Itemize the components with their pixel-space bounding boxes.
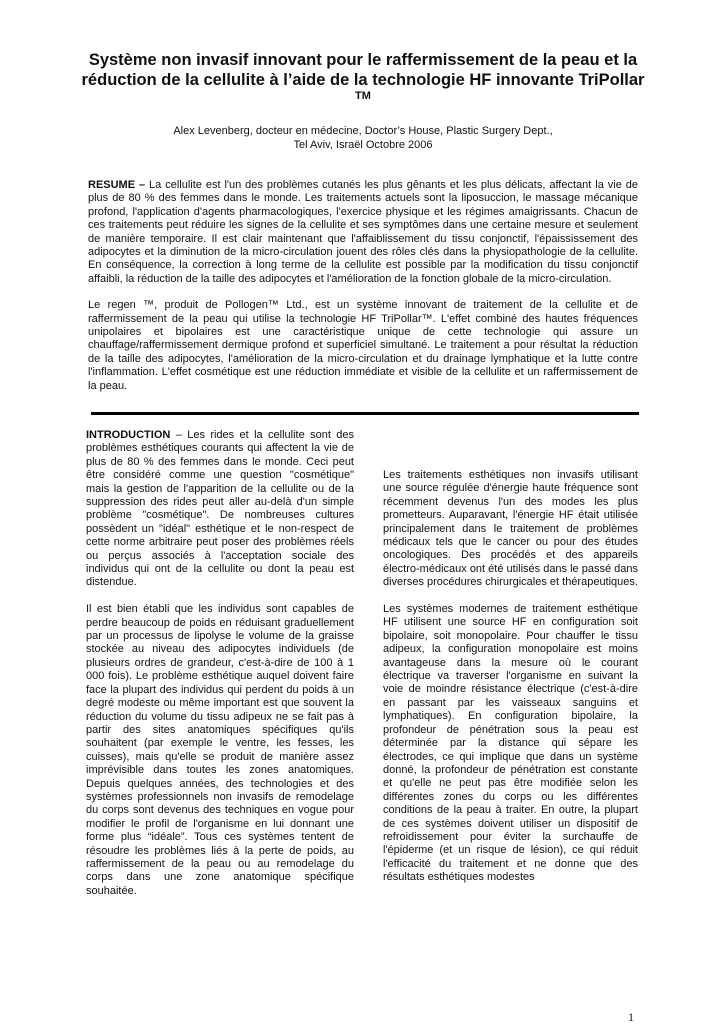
abstract-paragraph-1 [88,179,638,286]
right-column [383,469,638,898]
author-line-2: Tel Aviv, Israël Octobre 2006 [293,139,433,151]
trademark-superscript: TM [355,90,371,102]
introduction-label: INTRODUCTION [86,429,171,441]
abstract-paragraph-2: Le regen ™, produit de Pollogen™ Ltd., est un système innovant de traitement de la cellulite et de raffermissement de la peau qui utilise la technologie HF TriPollar™. L'effet combiné des hautes fréquences unipolaires et bipolaires est une caractéristique unique de cette technologie qui assure un chauffage/raffermissement dermique profond et superficiel simultané. Le traitement a pour résultat la réduction de la taille des adipocytes, l'amélioration de la micro-circulation et du drainage lymphatique et la lutte contre l'inflammation. L'effet cosmétique est une réduction immédiate et visible de la cellulite et un raffermissement de la peau. [88,299,638,392]
page-number: 1 [628,1010,634,1024]
section-divider [91,412,639,415]
abstract-text-1: La cellulite est l'un des problèmes cutanés les plus gênants et les plus délicats, affectant la vie de plus de 80 % des femmes dans le monde. Les traitements actuels sont la liposuccion, le massage mécanique profond, l'application d'agents pharmacologiques, l'exercice physique et les régimes amaigrissants. Chacun de ces traitements peut réduire les signes de la cellulite et ses symptômes dans une certaine mesure et seulement de manière temporaire. Il est clair maintenant que l'affaiblissement du tissu conjonctif, l'épaississement des adipocytes et la diminution de la micro-circulation jouent des rôles clés dans la physiopathologie de la cellulite. En conséquence, la correction à long terme de la cellulite est possible par la modification du tissu conjonctif affaibli, la réduction de la taille des adipocytes et l'amélioration de la fonction globale de la micro-circulation. [88,179,638,285]
left-column [86,429,354,912]
right-paragraph-1: Les traitements esthétiques non invasifs utilisant une source régulée d'énergie haute fréquence sont récemment devenus l'un des modes les plus prometteurs. Auparavant, l'énergie HF était utilisée principalement dans le traitement de problèmes médicaux tels que le cancer ou pour des études oncologiques. Des procédés et des appareils électro-médicaux ont été utilisés dans le passé dans diverses procédures chirurgicales et thérapeutiques. [383,469,638,589]
introduction-paragraph [86,429,354,590]
left-paragraph-2: Il est bien établi que les individus sont capables de perdre beaucoup de poids en réduisant graduellement par un processus de lipolyse le volume de la graisse stockée au niveau des adipocytes individuels (de plusieurs ordres de grandeur, c'est-à-dire de 100 à 1 000 fois). Le problème esthétique auquel doivent faire face la plupart des individus qui perdent du poids à un degré modeste ou même important est que souvent la réduction du volume du tissu adipeux ne se fait pas à partir des sites anatomiques spécifiques qu'ils souhaitent (par exemple le ventre, les fesses, les cuisses), mais qu'elle se produit de manière assez imprévisible dans toutes les zones anatomiques. Depuis quelques années, des technologies et des systèmes professionnels non invasifs de remodelage du corps sont devenus des techniques en vogue pour modifier le profil de l'organisme en lui donnant une forme plus “idéale”. Tous ces systèmes tentent de résoudre les problèmes liés à la perte de poids, au raffermissement de la peau ou au remodelage du corps dans une zone anatomique spécifique souhaitée. [86,603,354,897]
author-line-1: Alex Levenberg, docteur en médecine, Doctor’s House, Plastic Surgery Dept., [173,125,553,137]
abstract [88,179,638,406]
paper-title-text: Système non invasif innovant pour le raffermissement de la peau et la réduction de la cellulite à l’aide de la technologie HF innovante TriPollar [81,51,645,89]
abstract-label: RESUME – [88,179,146,191]
introduction-text: – Les rides et la cellulite sont des problèmes esthétiques courants qui affectent la vie de plus de 80 % des femmes dans le monde. Ceci peut être considéré comme une question "cosmétique" mais la gestion de l'apparition de la cellulite ou de la suppression des rides peut aller au-delà d'un simple problème "cosmétique". De nombreuses cultures possèdent un "idéal" esthétique et le non-respect de cette norme arbitraire peut poser des problèmes réels ou perçus associés à l'acceptation sociale des individus qui ont de la cellulite ou dont la peau est distendue. [86,429,354,589]
right-paragraph-2: Les systèmes modernes de traitement esthétique HF utilisent une source HF en configuration soit bipolaire, soit monopolaire. Pour chauffer le tissu adipeux, la configuration monopolaire est moins avantageuse dans la mesure où le courant électrique va traverser l'organisme en suivant la voie de moindre résistance électrique (c'est-à-dire en passant par les vaisseaux sanguins et lymphatiques). En configuration bipolaire, la profondeur de pénétration sous la peau est déterminée par la distance qui sépare les électrodes, ce qui implique que dans un système donné, la profondeur de pénétration est constante et qu'elle ne peut pas être modifiée selon les différentes zones du corps ou les différentes conditions de la peau à traiter. En outre, la plupart de ces systèmes doivent utiliser un dispositif de refroidissement pour éviter la surchauffe de l'épiderme (et un risque de lésion), ce qui réduit l'efficacité du traitement et ne donne que des résultats esthétiques modestes [383,603,638,884]
author-affiliation [70,124,656,152]
paper-title [78,50,648,110]
